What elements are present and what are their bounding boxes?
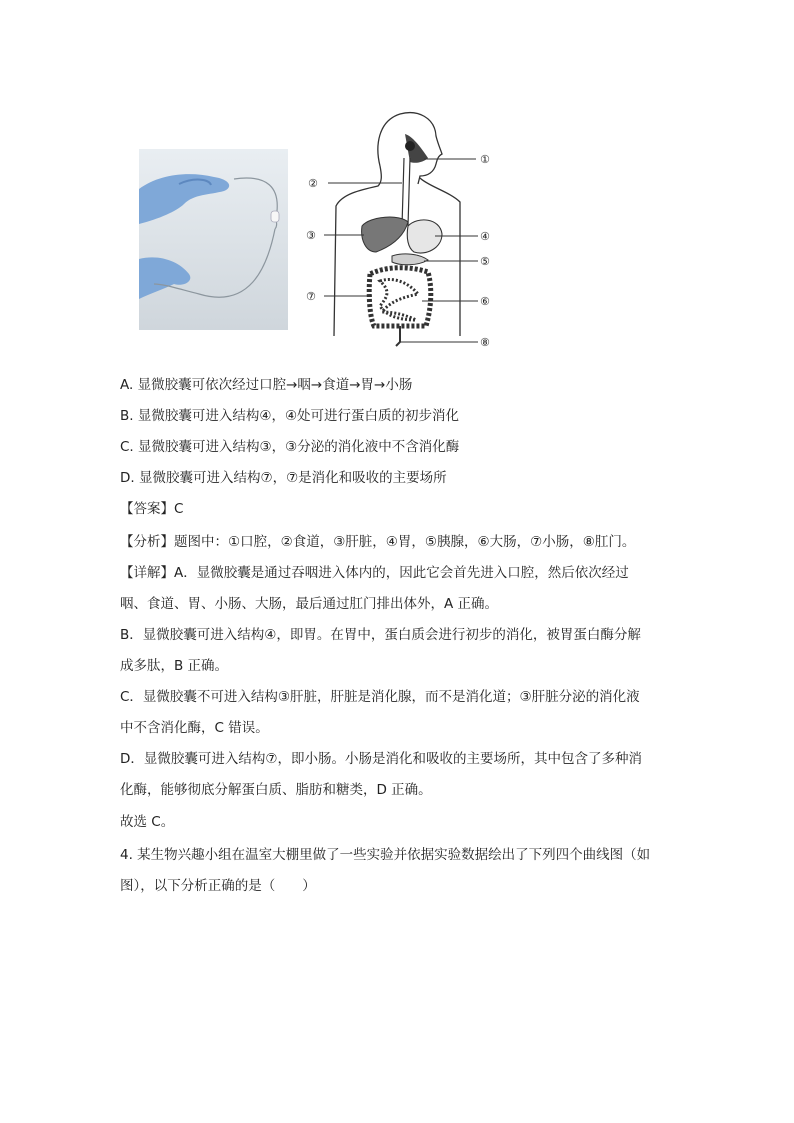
option-b: B. 显微胶囊可进入结构④，④处可进行蛋白质的初步消化 — [120, 408, 460, 424]
detail-d-line2: 化酶，能够彻底分解蛋白质、脂肪和糖类，D 正确。 — [120, 782, 432, 798]
detail-c-line1: C．显微胶囊不可进入结构③肝脏，肝脏是消化腺，而不是消化道；③肝脏分泌的消化液 — [120, 689, 640, 705]
diagram-label-8: ⑧ — [480, 336, 490, 348]
analysis: 【分析】题图中：①口腔，②食道，③肝脏，④胃，⑤胰腺，⑥大肠，⑦小肠，⑧肛门。 — [120, 534, 636, 550]
answer: 【答案】C — [120, 501, 184, 517]
capsule-photo — [139, 149, 288, 330]
digestive-system-diagram — [300, 106, 510, 348]
diagram-label-2: ② — [308, 177, 318, 190]
diagram-label-3: ③ — [306, 229, 316, 242]
diagram-label-5: ⑤ — [480, 255, 490, 268]
question-4-line1: 4. 某生物兴趣小组在温室大棚里做了一些实验并依据实验数据绘出了下列四个曲线图（如 — [120, 847, 651, 863]
detail-c-line2: 中不含消化酶，C 错误。 — [120, 720, 269, 736]
detail-b-line2: 成多肽，B 正确。 — [120, 658, 229, 674]
question-4-line2: 图），以下分析正确的是（ ） — [120, 878, 316, 894]
diagram-label-4: ④ — [480, 230, 490, 243]
detail-a-line1: 【详解】A．显微胶囊是通过吞咽进入体内的，因此它会首先进入口腔，然后依次经过 — [120, 565, 629, 581]
diagram-label-7: ⑦ — [306, 290, 316, 303]
option-d: D. 显微胶囊可进入结构⑦，⑦是消化和吸收的主要场所 — [120, 470, 447, 486]
detail-a-line2: 咽、食道、胃、小肠、大肠，最后通过肛门排出体外，A 正确。 — [120, 596, 499, 612]
detail-b-line1: B．显微胶囊可进入结构④，即胃。在胃中，蛋白质会进行初步的消化，被胃蛋白酶分解 — [120, 627, 641, 643]
option-c: C. 显微胶囊可进入结构③，③分泌的消化液中不含消化酶 — [120, 439, 460, 455]
diagram-label-1: ① — [480, 153, 490, 166]
option-a: A. 显微胶囊可依次经过口腔→咽→食道→胃→小肠 — [120, 377, 413, 393]
conclusion: 故选 C。 — [120, 814, 175, 830]
diagram-label-6: ⑥ — [480, 295, 490, 308]
detail-d-line1: D．显微胶囊可进入结构⑦，即小肠。小肠是消化和吸收的主要场所，其中包含了多种消 — [120, 751, 642, 767]
